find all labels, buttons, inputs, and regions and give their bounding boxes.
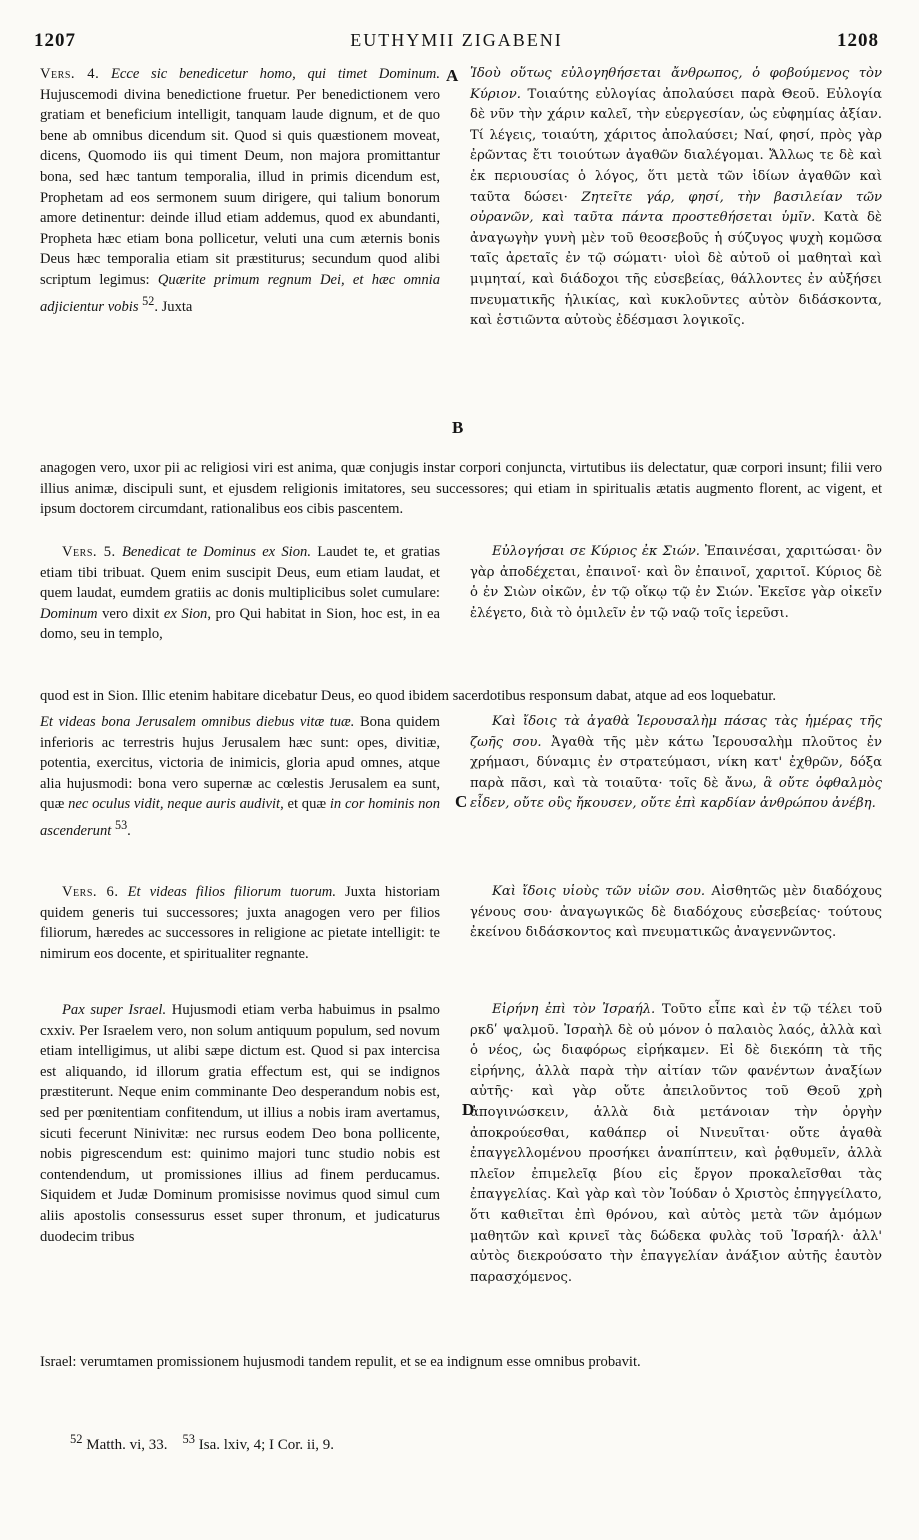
verse-lemma: Pax super Israel.	[62, 1002, 167, 1018]
latin-column-verse-5	[40, 542, 440, 645]
commentary-text: Τοιαύτης εὐλογίας ἀπολαύσει παρὰ Θεοῦ. Εὐλογία δὲ νῦν τὴν χάριν καλεῖ, τὴν εὐεργεσίαν, ὡς εὐφημίας ἀξίαν. Τί λέγεις, τοιαύτη, χάριτος ἀπολαύσει; Ναί, φησί, πρὸς γὰρ ἐρῶντας ἔτι τοιούτων ἀγαθῶν διαλέγομαι. Ἄλλως τε δὲ καὶ ἐκ περιουσίας ὁ λόγος, ὅτι μετὰ τῶν ἰδίων ἀγαθῶν καὶ ταῦτα δώσει·	[470, 86, 882, 205]
margin-mark-a: A	[446, 66, 459, 85]
footnote-number: 52	[70, 1432, 83, 1446]
verse-lemma: Et videas filios filiorum tuorum.	[127, 884, 336, 900]
commentary-text: Ἐπαινέσαι, χαριτώσαι· ὃν γὰρ ἀποδέχεται, ἐπαινοῖ· καὶ ὃν ἐπαινοῖ, χαριτοῖ. Κύριος δὲ ὁ ἐν Σιὼν οἰκῶν, ἐν τῷ οἴκῳ τῷ ἐν Σιών. Ἐκεῖσε γὰρ οἰκεῖν ἐλέγετο, διὰ τὸ ὁμιλεῖν ἐν τῷ ναῷ τοῖς ἱερεῦσι.	[470, 544, 882, 621]
latin-column-pax	[40, 1000, 440, 1247]
commentary-text: , et quæ	[280, 796, 327, 813]
verse-number: Vers. 5.	[62, 544, 116, 560]
latin-column-verse-6	[40, 882, 440, 964]
commentary-text: Ἀγαθὰ τῆς μὲν κάτω Ἱερουσαλὴμ πλοῦτος ἐν χρήμασι, δύναμις ἐν στρατεύμασι, νίκη κατ' ἐχθρῶν, δόξα παρὰ πᾶσι, καὶ τὰ τοιαῦτα· τοῖς δὲ ἄνω,	[470, 734, 883, 791]
verse-number: Vers. 6.	[62, 884, 119, 900]
verse-lemma: Εἰρήνη ἐπὶ τὸν Ἰσραήλ.	[492, 1002, 656, 1017]
latin-column-jerusalem: Et videas bona Jerusalem omnibus diebus vitæ tuæ. Bona quidem inferioris ac terrestris hujus Jerusalem hæc sunt: opes, divitiæ, potentia, exercitus, victoria de inimicis, gloria apud omnes, atque alia hujusmodi: bona vero supernæ ac cœlestis Jerusalem ea sunt, quæ nec oculus vidit, neque auris audivit, et quæ in cor hominis non ascenderunt $^{53}$.	[40, 714, 441, 839]
margin-mark-c: C	[455, 792, 468, 811]
italic-word: ex Sion	[163, 605, 208, 622]
greek-column-verse-5	[470, 542, 882, 624]
footnote-marker: 53	[115, 817, 128, 832]
commentary-text: vero dixit	[102, 605, 160, 622]
footnotes	[70, 1432, 334, 1454]
commentary-text: Αἰσθητῶς μὲν διαδόχους γένους σου· ἀναγωγικῶς δὲ διαδόχους εὐσεβείας· τούτους ἐκείνου διδάσκοντος καὶ πνευματικῶς ἀναγεννῶντος.	[470, 884, 883, 941]
commentary-text: . Juxta	[154, 298, 193, 315]
margin-mark-b: B	[452, 418, 464, 437]
commentary-text: Juxta historiam quidem generis tui successores; juxta anagogen vero per filios filiorum, hæredes ac successores in religione ac pietate intelligit: te nimirum eos docente, et spiritualiter regnante.	[40, 884, 440, 962]
verse-lemma: Καὶ ἴδοις υἱοὺς τῶν υἱῶν σου.	[492, 884, 706, 899]
commentary-text: Hujusmodi etiam verba habuimus in psalmo cxxiv. Per Israelem vero, non solum antiquum populum, sed novum etiam intelligimus, ut alibi sæpe dictum est. Quod si pax intercisa est aliquando, id illorum gratia effectum est, qui se indignos præstiterunt. Neque enim comminante Deo desperandum nobis est, sed per pœnitentiam confitendum, ut illius a nobis iram avertamus, sicuti fecerunt Ninivitæ: nec rursus eodem Deo bona pollicente, nobis pigrescendum est: quinimo majori tunc studio nobis est contendendum, ut promissiones illius ad finem perducamus. Siquidem et Judæ Dominum promisisse novimus quod simul cum aliis apostolis consessurus esset super thronum, et judicaturus duodecim tribus	[40, 1002, 440, 1245]
greek-column-jerusalem	[470, 712, 882, 815]
footnote-reference: Isa. lxiv, 4; I Cor. ii, 9.	[198, 1437, 335, 1453]
footnote-number: 53	[182, 1432, 195, 1446]
footnote-marker: 52	[142, 293, 155, 308]
scripture-quote: Quærite primum regnum Dei, et hæc omnia adjicientur vobis	[40, 271, 440, 315]
scripture-quote: nec oculus vidit, neque auris audivit	[68, 796, 281, 813]
commentary-text: , pro Qui habitat in Sion, hoc est, in ea domo, seu in templo,	[40, 605, 440, 643]
commentary-text: Κατὰ δὲ ἀναγωγὴν γυνὴ μὲν τοῦ θεοσεβοῦς ἡ σύζυγος ψυχὴ κομῶσα ταῖς ἀρεταῖς ἐν τῷ σώματι· υἱοὶ δὲ αὐτοῦ οἱ μαθηταὶ καὶ μιμηταί, καὶ διάδοχοι τῆς εὐσεβείας, θάλλοντες ἐν αὐξήσει πνευματικῆς ἡλικίας, καὶ κυκλοῦντες αὐτὸν διδάσκοντα, καὶ ἑστιῶντα αὐτοὺς ἐδέσμασι λογικοῖς.	[470, 210, 882, 329]
commentary-text: Hujuscemodi divina benedictione fruetur. Per benedictionem vero gratiam et beneficium intelligit, tanquam laude dignum, et de quo bene ab omnibus dicendum sit. Quod si quis quæstionem moveat, dicens, Quomodo iis qui timent Deum, non majora promittantur bona, sed hæc tantum temporalia, illud in primis dicendum est, Prophetam ad eos sermonem suum dirigere, qui talium bonorum amore detinentur: deinde illud etiam addemus, quod ex abundanti, Propheta hæc etiam bona pollicetur, veluti una cum æternis bonis Deus hæc temporalia etiam sit præstiturus; secundum quod alibi scriptum legimus:	[40, 86, 440, 288]
page-header	[34, 30, 879, 56]
commentary-text: Bona quidem inferioris ac terrestris hujus Jerusalem hæc sunt: opes, divitiæ, potentia, exercitus, victoria de inimicis, gloria apud omnes, atque alia hujusmodi: bona vero supernæ ac cœlestis Jerusalem ea sunt, quæ	[40, 714, 441, 813]
verse-lemma: Εὐλογήσαι σε Κύριος ἐκ Σιών.	[492, 544, 700, 559]
scripture-quote: Ζητεῖτε γάρ, φησί, τὴν βασιλείαν τῶν οὐρανῶν, καὶ ταῦτα πάντα προστεθήσεται ὑμῖν.	[470, 189, 882, 226]
italic-word: Dominum	[40, 605, 98, 622]
margin-mark-d: D	[462, 1100, 475, 1119]
greek-column-verse-4	[470, 64, 882, 332]
full-width-paragraph: quod est in Sion. Illic etenim habitare dicebatur Deus, eo quod ibidem sacerdotibus responsum dabat, atque ad eos loquebatur.	[40, 688, 776, 704]
running-title: EUTHYMII ZIGABENI	[350, 30, 563, 50]
commentary-text: Laudet te, et gratias etiam tibi tribuat. Quem enim suscipit Deus, eum etiam laudat, et quem laudat, eumdem gratiis ac donis multiplicibus solet cumulare:	[40, 544, 441, 602]
scripture-quote: ἃ οὔτε ὀφθαλμὸς εἶδεν, οὔτε οὓς ἤκουσεν, οὔτε ἐπὶ καρδίαν ἀνθρώπου ἀνέβη.	[470, 775, 882, 812]
greek-column-pax	[470, 1000, 882, 1288]
verse-lemma: Ecce sic benedicetur homo, qui timet Dominum.	[110, 66, 440, 82]
commentary-text: Τοῦτο εἶπε καὶ ἐν τῷ τέλει τοῦ ρκδʹ ψαλμοῦ. Ἰσραὴλ δὲ οὐ μόνον ὁ παλαιὸς λαός, ἀλλὰ καὶ ὁ νέος, ὡς διαφόρως εἰρήκαμεν. Εἰ δὲ διεκόπη τὰ τῆς εἰρήνης, ἀλλὰ παρὰ τὴν αἰτίαν τῶν φανέντων ἀναξίων αὐτῆς· καὶ γὰρ οὔτε ἀπειλοῦντος τοῦ Θεοῦ χρὴ ἀπογινώσκειν, ἀλλὰ διὰ μετάνοιαν τὴν ὀργὴν ἀποκρούεσθαι, καθάπερ οἱ Νινευῖται· οὔτε ἀγαθὰ ἐπαγγελλομένου προσήκει ἀναπίπτειν, καὶ ῥᾳθυμεῖν, ἀλλὰ πλεῖον ἐπιμελεῖᾳ βίου εἰς ἔργον προκαλεῖσθαι τὰς ἐπαγγελίας. Καὶ γὰρ καὶ τὸν Ἰούδαν ὁ Χριστὸς ἐπηγγείλατο, ὅτι καθιεῖται ἐπὶ θρόνου, καὶ αὐτὸς μετὰ τῶν ἀμόμων μαθητῶν καὶ κρινεῖ τὰς δώδεκα φυλὰς τοῦ Ἰσραήλ· ἀλλ' αὐτὸς διεκρούσατο τὴν ἐπαγγελίαν ἀνάξιον αὐτῆς ἑαυτὸν παρασχόμενος.	[470, 1002, 883, 1285]
greek-column-verse-6	[470, 882, 882, 944]
verse-number: Vers. 4.	[40, 66, 100, 82]
scripture-quote: in cor hominis non ascenderunt	[40, 796, 440, 839]
full-width-paragraph: Israel: verumtamen promissionem hujusmodi tandem repulit, et se ea indignum esse omnibus probavit.	[40, 1354, 641, 1370]
verse-lemma: Ἰδοὺ οὕτως εὐλογηθήσεται ἄνθρωπος, ὁ φοβούμενος τὸν Κύριον.	[470, 66, 882, 102]
left-page-number: 1207	[34, 30, 76, 51]
footnote-reference: Matth. vi, 33.	[86, 1437, 168, 1453]
full-width-paragraph: anagogen vero, uxor pii ac religiosi viri est anima, quæ conjugis instar corpori conjuncta, virtutibus iis delectatur, quæ corpori insunt; filii vero illius animæ, discipuli sunt, et ejusdem religionis imitatores, seu successores; qui etiam in spiritualis ætatis augmento florent, ac vigent, et ipsum doctorem circumdant, rationalibus eos cibis pascentem.	[40, 460, 882, 518]
verse-lemma: Benedicat te Dominus ex Sion.	[121, 544, 311, 560]
verse-lemma: Καὶ ἴδοις τὰ ἀγαθὰ Ἱερουσαλὴμ πάσας τὰς ἡμέρας τῆς ζωῆς σου.	[470, 714, 882, 750]
right-page-number: 1208	[837, 30, 879, 51]
latin-column-verse-4	[40, 64, 440, 317]
verse-lemma: Et videas bona Jerusalem omnibus diebus vitæ tuæ.	[40, 714, 355, 730]
